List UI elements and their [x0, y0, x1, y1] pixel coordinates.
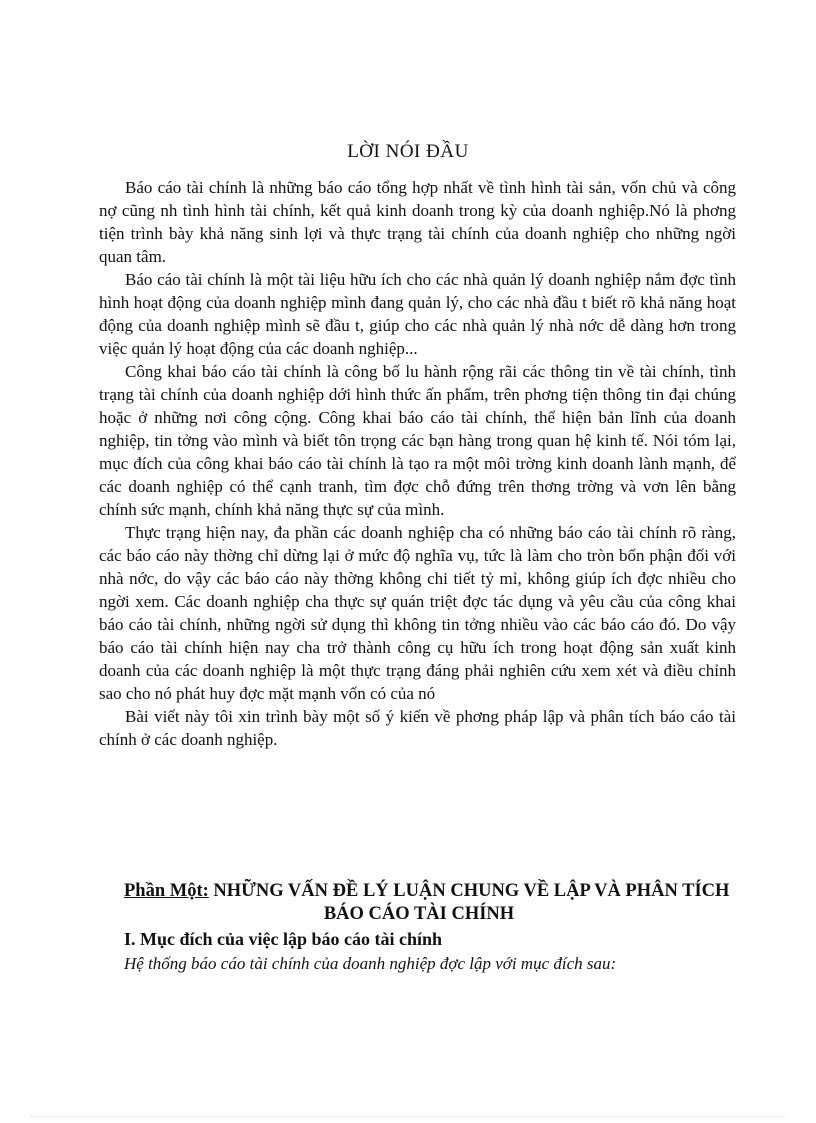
paragraph: Bài viết này tôi xin trình bày một số ý kiến về phơng pháp lập và phân tích báo cáo tài chính ở các doanh nghiệp. — [99, 707, 736, 749]
part-heading — [124, 880, 764, 926]
part-label: Phần Một: — [124, 881, 209, 901]
part-title-line-2: BÁO CÁO TÀI CHÍNH — [323, 904, 515, 924]
page-title: LỜI NÓI ĐẦU — [347, 141, 469, 162]
section-heading: I. Mục đích của việc lập báo cáo tài chính — [124, 929, 443, 949]
paragraph: Công khai báo cáo tài chính là công bố lu hành rộng rãi các thông tin về tài chính, tình trạng tài chính của doanh nghiệp dới hình thức ấn phẩm, trên phơng tiện thông tin đại chúng hoặc ở những nơi công cộng. Công khai báo cáo tài chính, thể hiện bản lĩnh của doanh nghiệp, tin tởng vào mình và biết tôn trọng các bạn hàng trong quan hệ kinh tế. Nói tóm lại, mục đích của công khai báo cáo tài chính là tạo ra một môi trờng kinh doanh lành mạnh, để các doanh nghiệp có thể cạnh tranh, tìm đợc chỗ đứng trên thơng trờng và vơn lên bằng chính sức mạnh, chính khả năng thực sự của mình. — [99, 362, 736, 519]
section-intro: Hệ thống báo cáo tài chính của doanh nghiệp đợc lập với mục đích sau: — [124, 954, 617, 973]
paragraph: Báo cáo tài chính là những báo cáo tổng hợp nhất về tình hình tài sản, vốn chủ và công nợ cũng nh tình hình tài chính, kết quả kinh doanh trong kỳ của doanh nghiệp.Nó là phơng tiện trình bày khả năng sinh lợi và thực trạng tài chính của doanh nghiệp cho những ngời quan tâm. — [99, 178, 736, 266]
part-title-line-1: NHỮNG VẤN ĐỀ LÝ LUẬN CHUNG VỀ LẬP VÀ PHÂN TÍCH — [208, 881, 730, 901]
page-divider — [30, 1116, 786, 1117]
paragraph: Báo cáo tài chính là một tài liệu hữu ích cho các nhà quản lý doanh nghiệp nắm đợc tình hình hoạt động của doanh nghiệp mình đang quản lý, cho các nhà đầu t biết rõ khả năng hoạt động của doanh nghiệp mình sẽ đầu t, giúp cho các nhà quản lý nhà nớc dễ dàng hơn trong việc quản lý hoạt động của các doanh nghiệp... — [99, 270, 736, 358]
document-body — [99, 176, 736, 751]
paragraph: Thực trạng hiện nay, đa phần các doanh nghiệp cha có những báo cáo tài chính rõ ràng, các báo cáo này thờng chỉ dừng lại ở mức độ nghĩa vụ, tức là làm cho tròn bổn phận đối với nhà nớc, do vậy các báo cáo này thờng không chi tiết tỷ mỉ, không giúp ích đợc nhiều cho ngời xem. Các doanh nghiệp cha thực sự quán triệt đợc tác dụng và yêu cầu của công khai báo cáo tài chính, những ngời sử dụng thì không tin tởng nhiều vào các báo cáo đó. Do vậy báo cáo tài chính hiện nay cha trở thành công cụ hữu ích trong hoạt động sản xuất kinh doanh của các doanh nghiệp là một thực trạng đáng phải nghiên cứu xem xét và điều chỉnh sao cho nó phát huy đợc mặt mạnh vốn có của nó — [99, 523, 736, 703]
